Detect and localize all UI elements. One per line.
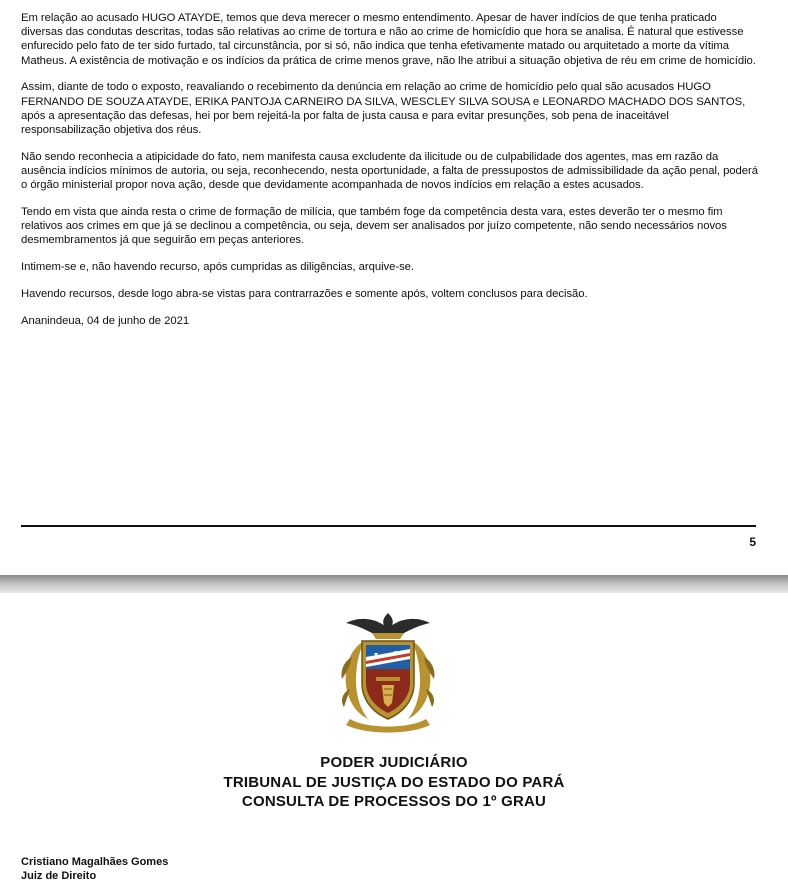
judge-title: Juiz de Direito [21,870,97,882]
paragraph-new-action: Não sendo reconhecia a atipicidade do fato, nem manifesta causa excludente da ilicitude ou de culpabilidade dos agentes, mas em razão da ausência indícios mínimos de autoria, ou seja, reconhecendo, nesta oportunidade, a falta de pressupostos de admissibilidade da ação penal, poderá o órgão ministerial propor nova ação, desde que devidamente acompanhada de novos indícios em relação a estes acusados. [21,150,758,192]
header-court: TRIBUNAL DE JUSTIÇA DO ESTADO DO PARÁ [223,773,565,791]
paragraph-appeals: Havendo recursos, desde logo abra-se vistas para contrarrazões e somente após, voltem conclusos para decisão. [21,288,588,301]
signature-block [21,855,168,883]
court-header [0,753,788,812]
page-separator [0,575,788,593]
place-and-date: Ananindeua, 04 de junho de 2021 [21,314,190,327]
header-consultation: CONSULTA DE PROCESSOS DO 1º GRAU [241,793,547,810]
header-judiciary: PODER JUDICIÁRIO [320,754,468,771]
document-page-next [0,593,788,889]
footer-divider [21,525,756,527]
paragraph-militia: Tendo em vista que ainda resta o crime de formação de milícia, que também foge da competência desta vara, estes deverão ter o mesmo fim relativos aos crimes em que já se declinou a competência, ou seja, devem ser analisados por juízo competente, não sendo necessários novos desmembramentos já que seguirão em peças anteriores. [21,206,727,247]
paragraph-hugo-atayde: Em relação ao acusado HUGO ATAYDE, temos que deva merecer o mesmo entendimento. Apesar de haver indícios de que tenha praticado diversas das condutas descritas, todas são relativas ao crime de tortura e não ao crime de homicídio que hora se analisa. É natural que estivesse enfurecido pelo fato de ter sido furtado, tal circunstância, por si só, não indica que tenha efetivamente matado ou arquitetado a morte da vítima Matheus. A existência de motivação e os indícios da prática de crime menos grave, não lhe atribui a situação objetiva de réu em crime de homicídio. [21,12,756,67]
coat-of-arms-icon [330,611,446,733]
paragraph-rejection: Assim, diante de todo o exposto, reavaliando o recebimento da denúncia em relação ao crime de homicídio pelo qual são acusados HUGO FERNANDO DE SOUZA ATAYDE, ERIKA PANTOJA CARNEIRO DA SILVA, WESCLEY SILVA SOUSA e LEONARDO MACHADO DOS SANTOS, após a apresentação das defesas, hei por bem rejeitá-la por falta de justa causa e para evitar presunções, sob pena de inaceitável responsabilização objetiva dos réus. [21,81,746,137]
paragraph-intimation: Intimem-se e, não havendo recurso, após cumpridas as diligências, arquive-se. [21,261,414,274]
decision-text [21,11,761,341]
judge-name: Cristiano Magalhães Gomes [21,856,169,868]
page-number: 5 [749,535,756,549]
